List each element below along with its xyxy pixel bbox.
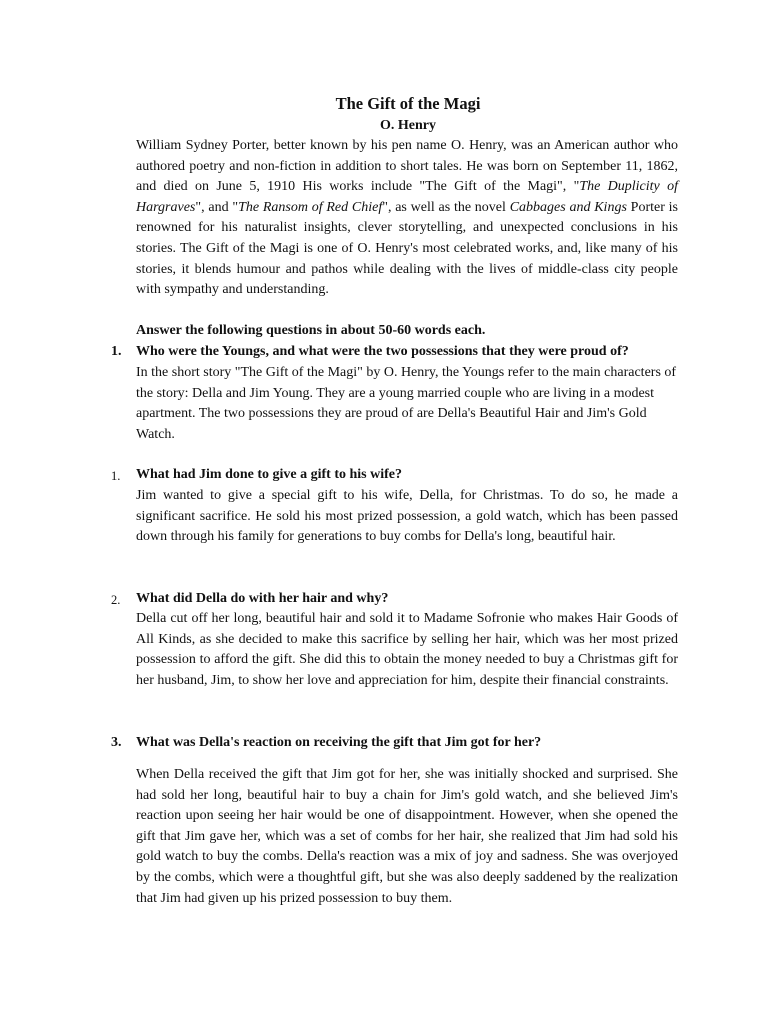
intro-text-3: ", as well as the novel bbox=[382, 199, 510, 215]
author-name: O. Henry bbox=[380, 118, 436, 133]
question-text: Who were the Youngs, and what were the two possessions that they were proud of? bbox=[136, 344, 629, 359]
intro-title-cabbages: Cabbages and Kings bbox=[509, 199, 627, 215]
question-number: 1. bbox=[111, 344, 122, 359]
question-text: What had Jim done to give a gift to his wife? bbox=[136, 467, 402, 482]
question-number: 1. bbox=[111, 469, 121, 483]
document-title: The Gift of the Magi bbox=[335, 94, 481, 113]
answer-text: In the short story "The Gift of the Magi" by O. Henry, the Youngs refer to the main characters of the story: Della and Jim Young. They are a young married couple who are living in a modest apartment. The two possessions they are proud of are Della's Beautiful Hair and Jim's Gold Watch. bbox=[136, 365, 677, 442]
question-number: 3. bbox=[111, 735, 122, 750]
answer-text: When Della received the gift that Jim got for her, she was initially shocked and surprised. She had sold her long, beautiful hair to buy a chain for Jim's gold watch, and she believed Jim's reaction upon seeing her hair would be one of disappointment. However, when she opened the gift that Jim gave her, which was a set of combs for her hair, she realized that Jim had sold his gold watch to buy the combs. Della's reaction was a mix of joy and sadness. She was overjoyed by the combs, which were a thoughtful gift, but she was also deeply saddened by the realization that Jim had given up his prized possession to buy them. bbox=[136, 767, 678, 906]
intro-text-1: William Sydney Porter, better known by his pen name O. Henry, was an American author who authored poetry and non-fiction in addition to short tales. He was born on September 11, 1862, and died on June 5, 1910 His works include "The Gift of the Magi", " bbox=[136, 138, 678, 195]
question-number: 2. bbox=[111, 593, 121, 607]
answer-text: Della cut off her long, beautiful hair and sold it to Madame Sofronie who makes Hair Goods of All Kinds, as she decided to make this sacrifice by selling her hair, which was her most prized possession to afford the gift. She did this to obtain the money needed to buy a Christmas gift for her husband, Jim, to show her love and appreciation for him, despite their financial constraints. bbox=[136, 611, 678, 688]
question-text: What was Della's reaction on receiving the gift that Jim got for her? bbox=[136, 735, 542, 750]
intro-text-4: Porter is renowned for his naturalist insights, clever storytelling, and unexpected conclusions in his stories. The Gift of the Magi is one of O. Henry's most celebrated works, and, like many of his stories, it blends humour and pathos while dealing with the lives of middle-class city people with sympathy and understanding. bbox=[136, 199, 678, 298]
answer-text: Jim wanted to give a special gift to his wife, Della, for Christmas. To do so, he made a significant sacrifice. He sold his most prized possession, a gold watch, which has been passed down through his family for generations to buy combs for Della's long, beautiful hair. bbox=[136, 488, 678, 545]
intro-text-2: ", and " bbox=[195, 199, 239, 215]
intro-title-duplicity: The Duplicity of Hargraves bbox=[136, 179, 678, 215]
question-text: What did Della do with her hair and why? bbox=[136, 591, 389, 606]
instruction-line: Answer the following questions in about 50-60 words each. bbox=[136, 323, 486, 338]
intro-title-ransom: The Ransom of Red Chief bbox=[238, 199, 383, 215]
intro-paragraph bbox=[136, 136, 678, 301]
